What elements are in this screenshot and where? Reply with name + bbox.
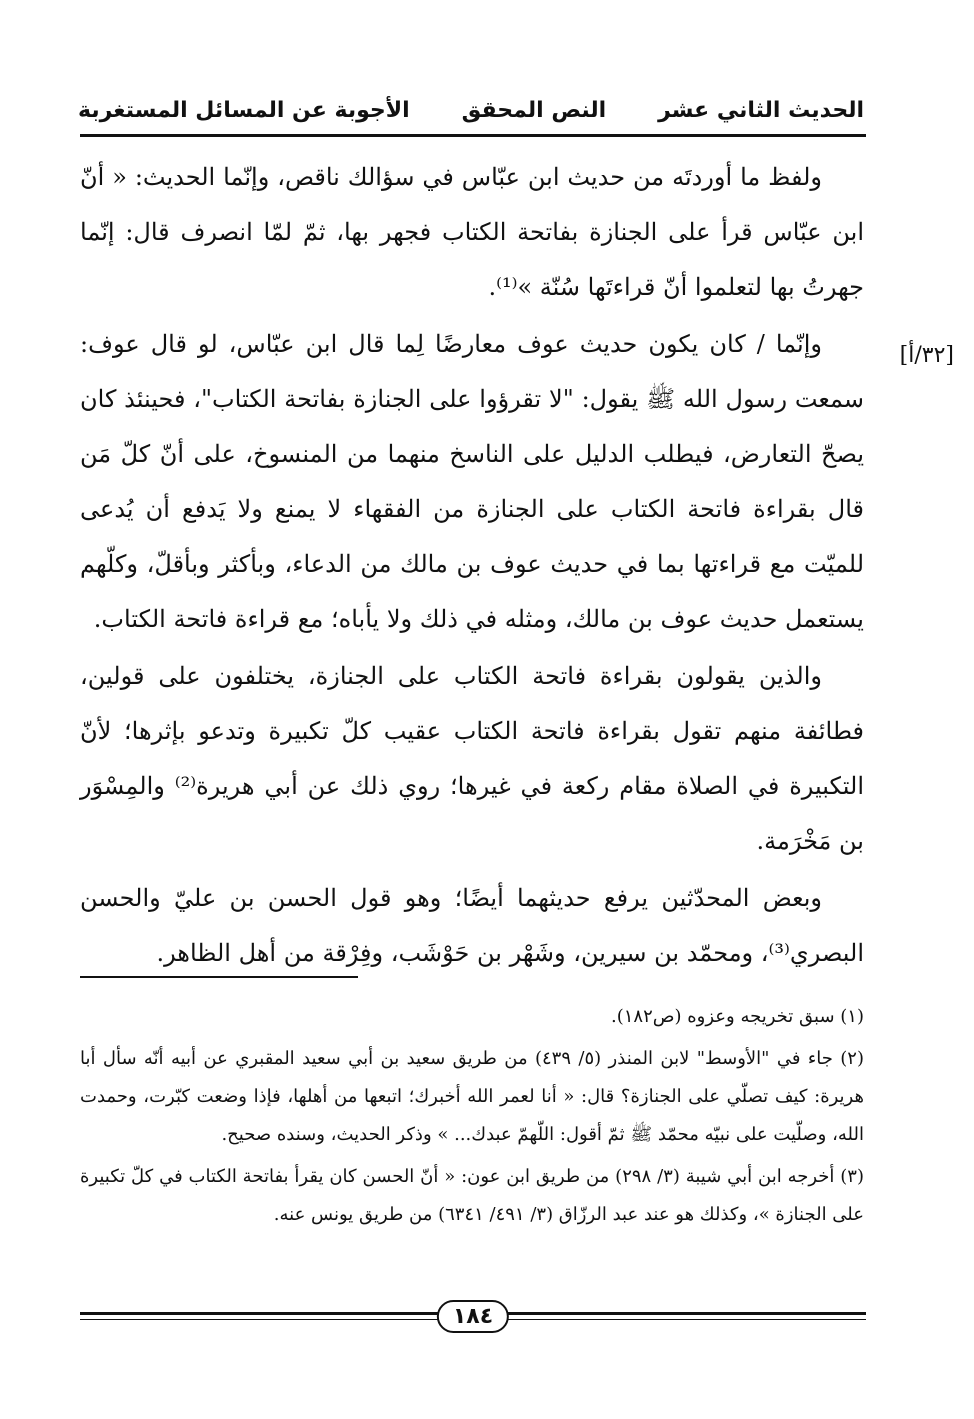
paragraph-4: وبعض المحدّثين يرفع حديثهما أيضًا؛ وهو قول الحسن بن عليّ والحسن البصري⁽³⁾، ومحمّد بن سيرين، وشَهْر بن حَوْشَب، وفِرْقة من أهل الظاهر.: [80, 884, 864, 967]
header-section-title: النص المحقق: [461, 97, 607, 123]
header-book-title: الأجوبة عن المسائل المستغربة: [78, 97, 410, 123]
main-text: [80, 150, 864, 983]
header-divider: [80, 134, 866, 137]
running-header: [78, 88, 864, 132]
footnote-1: (١) سبق تخريجه وعزوه (ص١٨٢).: [610, 1006, 864, 1027]
paragraph-2: وإنّما / كان يكون حديث عوف معارضًا لِما قال ابن عبّاس، لو قال عوف: سمعت رسول الله ﷺ يقول: "لا تقرؤوا على الجنازة بفاتحة الكتاب"، فحينئذ كان يصحّ التعارض، فيطلب الدليل على الناسخ منهما من المنسوخ، على أنّ كلّ مَن قال بقراءة فاتحة الكتاب على الجنازة من الفقهاء لا يمنع ولا يَدفع أن يُدعى للميّت مع قراءتها بما في حديث عوف بن مالك من الدعاء، وبأكثر وبأقلّ، وكلّهم يستعمل حديث عوف بن مالك، ومثله في ذلك ولا يأباه؛ مع قراءة فاتحة الكتاب.: [80, 330, 865, 633]
footnote-divider: [80, 976, 358, 978]
footnotes: [80, 998, 864, 1238]
page-footer: [80, 1300, 866, 1336]
paragraph-1: ولفظ ما أوردتَه من حديث ابن عبّاس في سؤالك ناقص، وإنّما الحديث: « أنّ ابن عبّاس قرأ على الجنازة بفاتحة الكتاب فجهر بها، ثمّ لمّا انصرف قال: إنّما جهرتُ بها لتعلموا أنّ قراءتَها سُنّة »⁽¹⁾.: [80, 163, 864, 301]
paragraph-3: والذين يقولون بقراءة فاتحة الكتاب على الجنازة، يختلفون على قولين، فطائفة منهم تقول بقراءة فاتحة الكتاب عقيب كلّ تكبيرة وتدعو بإثرها؛ لأنّ التكبيرة في الصلاة مقام ركعة في غيرها؛ روي ذلك عن أبي هريرة⁽²⁾ والمِسْوَر بن مَخْرَمة.: [80, 662, 864, 855]
page-number: ١٨٤: [437, 1300, 509, 1333]
manuscript-folio-marker: [٣٢/أ]: [899, 343, 954, 368]
footnote-3: (٣) أخرجه ابن أبي شيبة (٣/ ٢٩٨) من طريق ابن عون: « أنّ الحسن كان يقرأ بفاتحة الكتاب في كلّ تكبيرة على الجنازة »، وكذلك هو عند عبد الرزّاق (٣/ ٤٩١/ ٦٣٤١) من طريق يونس عنه.: [80, 1166, 864, 1225]
footnote-2: (٢) جاء في "الأوسط" لابن المنذر (٥/ ٤٣٩) من طريق سعيد بن أبي سعيد المقبري عن أبيه أنّه سأل أبا هريرة: كيف تصلّي على الجنازة؟ قال: « أنا لعمر الله أخبرك؛ اتبعها من أهلها، فإذا وضعت كبّرت، وحمدت الله، وصلّيت على نبيّه محمّد ﷺ ثمّ أقول: اللّهمّ عبدك... » وذكر الحديث، وسنده صحيح.: [80, 1048, 864, 1145]
header-chapter-title: الحديث الثاني عشر: [658, 97, 864, 123]
